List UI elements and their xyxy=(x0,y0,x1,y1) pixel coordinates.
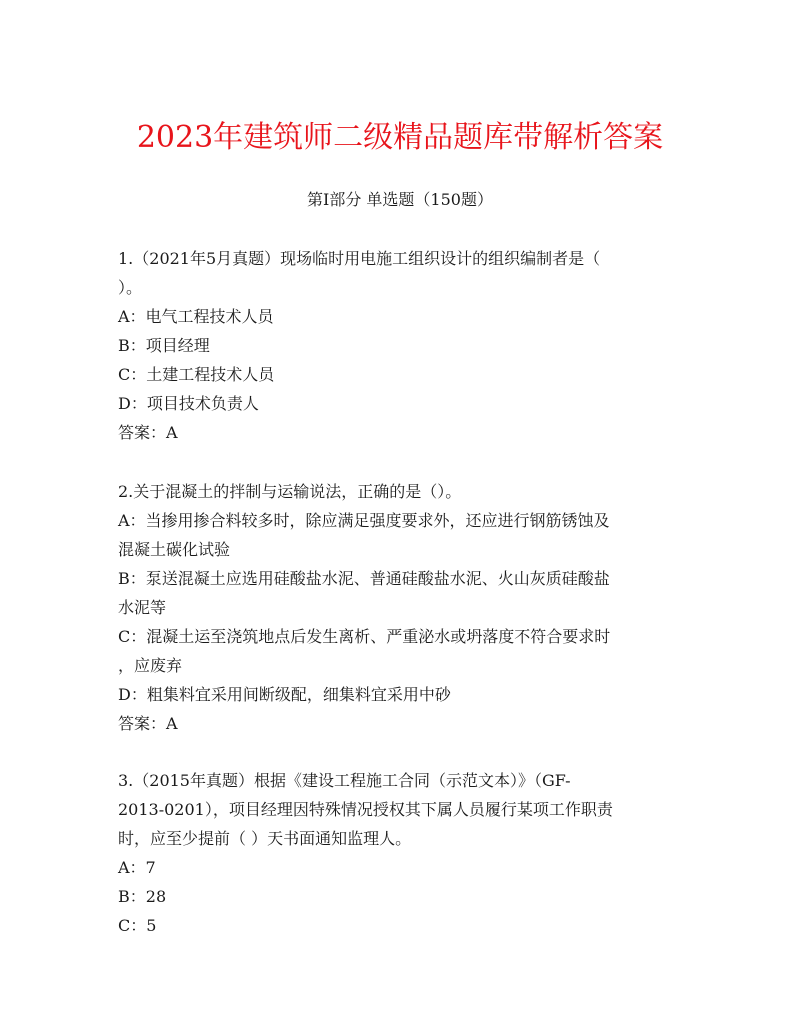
question-stem-continued: 时，应至少提前（ ）天书面通知监理人。 xyxy=(118,829,412,848)
question-1 xyxy=(118,244,678,447)
option-d: D：项目技术负责人 xyxy=(118,394,259,413)
question-stem: 1.（2021年5月真题）现场临时用电施工组织设计的组织编制者是（ xyxy=(118,249,601,268)
document-title: 2023年建筑师二级精品题库带解析答案 xyxy=(136,120,664,155)
question-stem: 2.关于混凝土的拌制与运输说法，正确的是（）。 xyxy=(118,482,462,501)
option-c: C：5 xyxy=(118,916,157,935)
answer: 答案：A xyxy=(118,714,178,733)
option-b: B：项目经理 xyxy=(118,336,210,355)
option-a-continued: 混凝土碳化试验 xyxy=(118,540,231,559)
option-d: D：粗集料宜采用间断级配，细集料宜采用中砂 xyxy=(118,685,451,704)
option-a: A：7 xyxy=(118,858,156,877)
option-b-continued: 水泥等 xyxy=(118,598,167,617)
question-stem: 3.（2015年真题）根据《建设工程施工合同（示范文本）》（GF- xyxy=(118,771,571,790)
option-a: A：电气工程技术人员 xyxy=(118,307,274,326)
option-b: B：28 xyxy=(118,887,167,906)
option-c: C：土建工程技术人员 xyxy=(118,365,275,384)
question-2 xyxy=(118,477,678,738)
option-b: B：泵送混凝土应选用硅酸盐水泥、普通硅酸盐水泥、火山灰质硅酸盐 xyxy=(118,569,610,588)
answer: 答案：A xyxy=(118,423,178,442)
option-c-continued: ，应废弃 xyxy=(118,656,183,675)
option-c: C：混凝土运至浇筑地点后发生离析、严重泌水或坍落度不符合要求时 xyxy=(118,627,611,646)
question-stem-continued: 2013-0201），项目经理因特殊情况授权其下属人员履行某项工作职责 xyxy=(118,800,613,819)
section-heading: 第I部分 单选题（150题） xyxy=(307,190,493,209)
question-3 xyxy=(118,766,678,940)
option-a: A：当掺用掺合料较多时，除应满足强度要求外，还应进行钢筋锈蚀及 xyxy=(118,511,610,530)
question-stem-continued: ）。 xyxy=(118,278,143,297)
